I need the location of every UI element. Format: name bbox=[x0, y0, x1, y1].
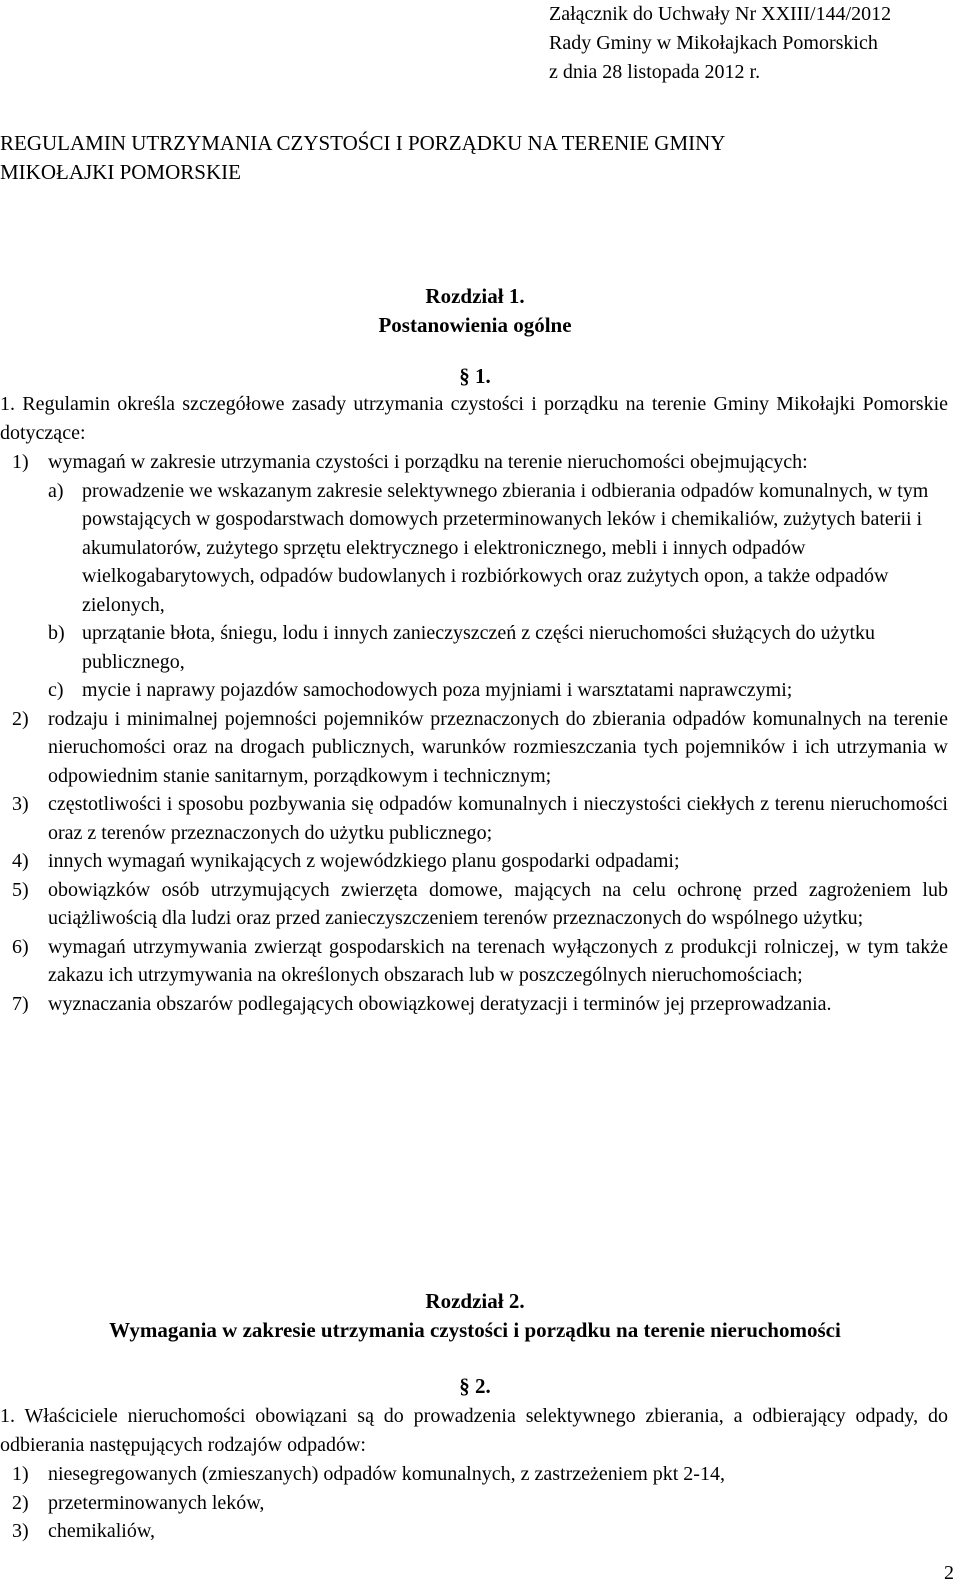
list-item bbox=[0, 990, 948, 1019]
chapter-2-heading bbox=[0, 1287, 950, 1345]
chapter-subheading: Wymagania w zakresie utrzymania czystości i porządku na terenie nieruchomości bbox=[109, 1318, 841, 1342]
list-item-text: rodzaju i minimalnej pojemności pojemników przeznaczonych do zbierania odpadów komunalnych na terenie nieruchomości oraz na drogach publicznych, warunków rozmieszczania tych pojemników i ich utrzymania w odpowiednim stanie sanitarnym, porządkowym i technicznym; bbox=[48, 707, 948, 787]
sub-list-item bbox=[48, 676, 948, 705]
chapter-heading: Rozdział 1. bbox=[425, 284, 525, 308]
attachment-note bbox=[549, 0, 949, 87]
list-item-number: 2) bbox=[12, 707, 29, 730]
section-1-symbol bbox=[0, 362, 950, 391]
section-1-intro: 1. Regulamin określa szczegółowe zasady utrzymania czystości i porządku na terenie Gminy Mikołajki Pomorskie dotyczące: bbox=[0, 393, 948, 444]
document-title-line: REGULAMIN UTRZYMANIA CZYSTOŚCI I PORZĄDKU NA TERENIE GMINY bbox=[0, 131, 726, 155]
list-item bbox=[0, 1489, 948, 1518]
chapter-heading: Rozdział 2. bbox=[425, 1289, 525, 1313]
list-item-number: 1) bbox=[12, 451, 29, 473]
section-2-symbol bbox=[0, 1372, 950, 1401]
list-item-text: innych wymagań wynikających z wojewódzkiego planu gospodarki odpadami; bbox=[48, 850, 680, 872]
list-item-number: 7) bbox=[12, 992, 29, 1015]
list-item-text: częstotliwości i sposobu pozbywania się odpadów komunalnych i nieczystości ciekłych z terenu nieruchomości oraz z terenów przeznaczonych do użytku publicznego; bbox=[48, 793, 948, 844]
list-item-text: wymagań w zakresie utrzymania czystości i porządku na terenie nieruchomości obejmujących: bbox=[48, 451, 808, 473]
list-item-number: 3) bbox=[12, 1520, 29, 1542]
chapter-subheading: Postanowienia ogólne bbox=[378, 313, 572, 337]
chapter-1-heading bbox=[0, 282, 950, 340]
list-item-number: 5) bbox=[12, 878, 29, 901]
list-item-number: 1) bbox=[12, 1463, 29, 1485]
list-item-text: niesegregowanych (zmieszanych) odpadów komunalnych, z zastrzeżeniem pkt 2-14, bbox=[48, 1463, 725, 1485]
sub-list-item bbox=[48, 477, 948, 620]
list-item-number: 4) bbox=[12, 850, 29, 872]
sub-item-text: prowadzenie we wskazanym zakresie selektywnego zbierania i odbierania odpadów komunalnych, w tym powstających w gospodarstwach domowych przeterminowanych leków i chemikaliów, zużytych baterii i akumulatorów, zużytego sprzętu elektrycznego i elektronicznego, mebli i innych odpadów wielkogabarytowych, odpadów budowlanych i rozbiórkowych oraz zużytych opon, a także odpadów zielonych, bbox=[82, 479, 929, 616]
list-item bbox=[0, 1460, 948, 1489]
sub-list-item bbox=[48, 619, 948, 676]
section-2-intro: 1. Właściciele nieruchomości obowiązani są do prowadzenia selektywnego zbierania, a odbierający odpady, do odbierania następujących rodzajów odpadów: bbox=[0, 1405, 948, 1456]
list-item bbox=[0, 1517, 948, 1546]
list-item bbox=[0, 448, 948, 705]
list-item bbox=[0, 876, 948, 933]
document-title-line: MIKOŁAJKI POMORSKIE bbox=[0, 160, 241, 184]
section-1-list bbox=[0, 448, 948, 1018]
list-item bbox=[0, 705, 948, 791]
attachment-note-line: Załącznik do Uchwały Nr XXIII/144/2012 bbox=[549, 3, 892, 25]
document-title bbox=[0, 129, 950, 187]
list-item-text: obowiązków osób utrzymujących zwierzęta domowe, mających na celu ochronę przed zagrożeniem lub uciążliwością dla ludzi oraz przed zanieczyszczeniem terenów przeznaczonych do wspólnego użytku; bbox=[48, 878, 948, 929]
sub-item-text: mycie i naprawy pojazdów samochodowych poza myjniami i warsztatami naprawczymi; bbox=[82, 679, 793, 701]
paragraph-symbol: § 2. bbox=[459, 1374, 491, 1398]
sub-item-text: uprzątanie błota, śniegu, lodu i innych zanieczyszczeń z części nieruchomości służących do użytku publicznego, bbox=[82, 622, 876, 673]
list-item-text: wymagań utrzymywania zwierząt gospodarskich na terenach wyłączonych z produkcji rolniczej, w tym także zakazu ich utrzymywania na określonych obszarach lub w poszczególnych nieruchomościach; bbox=[48, 935, 948, 986]
sub-list bbox=[48, 477, 948, 705]
list-item-text: wyznaczania obszarów podlegających obowiązkowej deratyzacji i terminów jej przeprowadzania. bbox=[48, 992, 832, 1015]
list-item-text: przeterminowanych leków, bbox=[48, 1491, 265, 1514]
list-item bbox=[0, 790, 948, 847]
list-item bbox=[0, 933, 948, 990]
attachment-note-line: z dnia 28 listopada 2012 r. bbox=[549, 61, 761, 83]
list-item-text: chemikaliów, bbox=[48, 1520, 156, 1542]
list-item-number: 6) bbox=[12, 935, 29, 958]
sub-item-letter: c) bbox=[48, 679, 64, 701]
section-2-list bbox=[0, 1460, 948, 1546]
list-item bbox=[0, 847, 948, 876]
paragraph-symbol: § 1. bbox=[459, 364, 491, 388]
list-item-number: 2) bbox=[12, 1491, 29, 1514]
list-item-number: 3) bbox=[12, 793, 29, 815]
sub-item-letter: b) bbox=[48, 622, 65, 644]
attachment-note-line: Rady Gminy w Mikołajkach Pomorskich bbox=[549, 32, 878, 54]
page-number: 2 bbox=[944, 1562, 954, 1584]
sub-item-letter: a) bbox=[48, 479, 64, 502]
